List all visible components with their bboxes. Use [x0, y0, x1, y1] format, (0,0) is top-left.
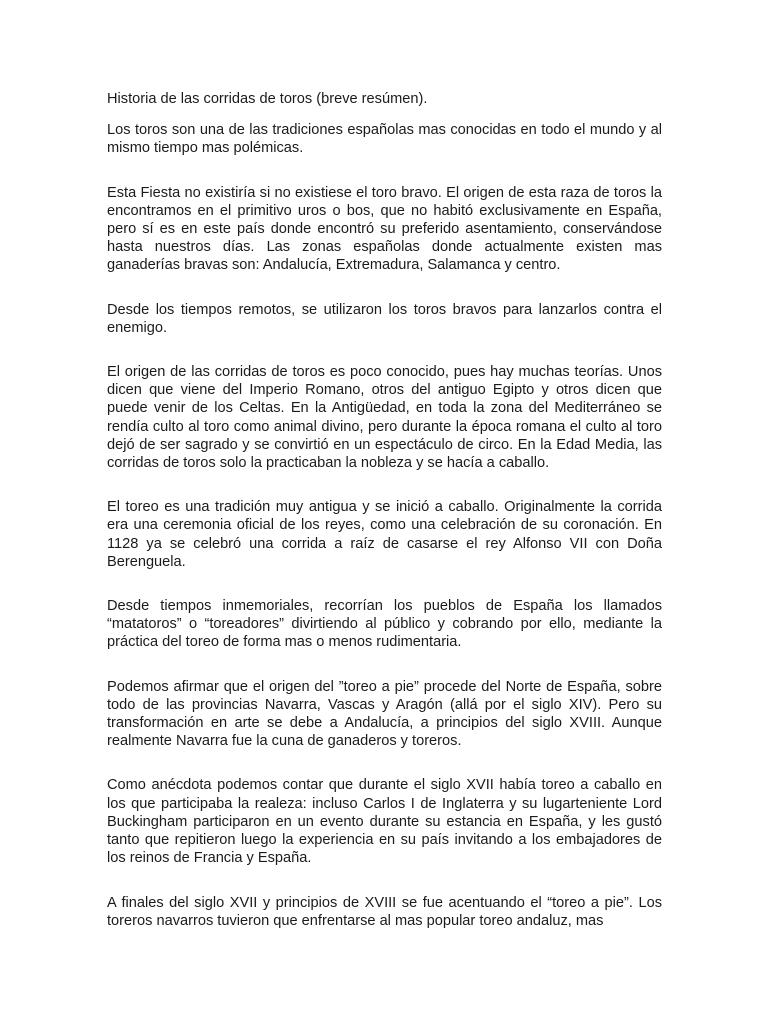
paragraph: A finales del siglo XVII y principios de XVIII se fue acentuando el “toreo a pie”. Los toreros navarros tuvieron que enfrentarse al mas popular toreo andaluz, mas: [107, 894, 662, 929]
paragraph: El toreo es una tradición muy antigua y se inició a caballo. Originalmente la corrida era una ceremonia oficial de los reyes, como una celebración de su coronación. En 1128 ya se celebró una corrida a raíz de casarse el rey Alfonso VII con Doña Berenguela.: [107, 499, 662, 570]
paragraph: El origen de las corridas de toros es poco conocido, pues hay muchas teorías. Unos dicen que viene del Imperio Romano, otros del antiguo Egipto y otros dicen que puede venir de los Celtas. En la Antigüedad, en toda la zona del Mediterráneo se rendía culto al toro como animal divino, pero durante la época romana el culto al toro dejó de ser sagrado y se convirtió en un espectáculo de circo. En la Edad Media, las corridas de toros solo la practicaban la nobleza y se hacía a caballo.: [107, 364, 662, 472]
paragraph: Esta Fiesta no existiría si no existiese el toro bravo. El origen de esta raza de toros la encontramos en el primitivo uros o bos, que no habitó exclusivamente en España, pero sí es en este país donde encontró su preferido asentamiento, conservándose hasta nuestros días. Las zonas españolas donde actualmente existen mas ganaderías bravas son: Andalucía, Extremadura, Salamanca y centro.: [107, 184, 662, 274]
document-title: Historia de las corridas de toros (breve resúmen).: [107, 91, 428, 107]
document-body: [107, 90, 662, 956]
paragraph: Desde los tiempos remotos, se utilizaron los toros bravos para lanzarlos contra el enemigo.: [107, 301, 662, 336]
paragraph: Como anécdota podemos contar que durante el siglo XVII había toreo a caballo en los que participaba la realeza: incluso Carlos I de Inglaterra y su lugarteniente Lord Buckingham participaron en un evento durante su estancia en España, y les gustó tanto que repitieron luego la experiencia en su país invitando a los embajadores de los reinos de Francia y España.: [107, 777, 662, 867]
paragraph: Podemos afirmar que el origen del ”toreo a pie” procede del Norte de España, sobre todo de las provincias Navarra, Vascas y Aragón (allá por el siglo XIV). Pero su transformación en arte se debe a Andalucía, a principios del siglo XVIII. Aunque realmente Navarra fue la cuna de ganaderos y toreros.: [107, 678, 662, 750]
paragraph: Desde tiempos inmemoriales, recorrían los pueblos de España los llamados “matatoros” o “toreadores” divirtiendo al público y cobrando por ello, mediante la práctica del toreo de forma mas o menos rudimentaria.: [107, 598, 662, 651]
paragraph: Los toros son una de las tradiciones españolas mas conocidas en todo el mundo y al mismo tiempo mas polémicas.: [107, 122, 662, 157]
